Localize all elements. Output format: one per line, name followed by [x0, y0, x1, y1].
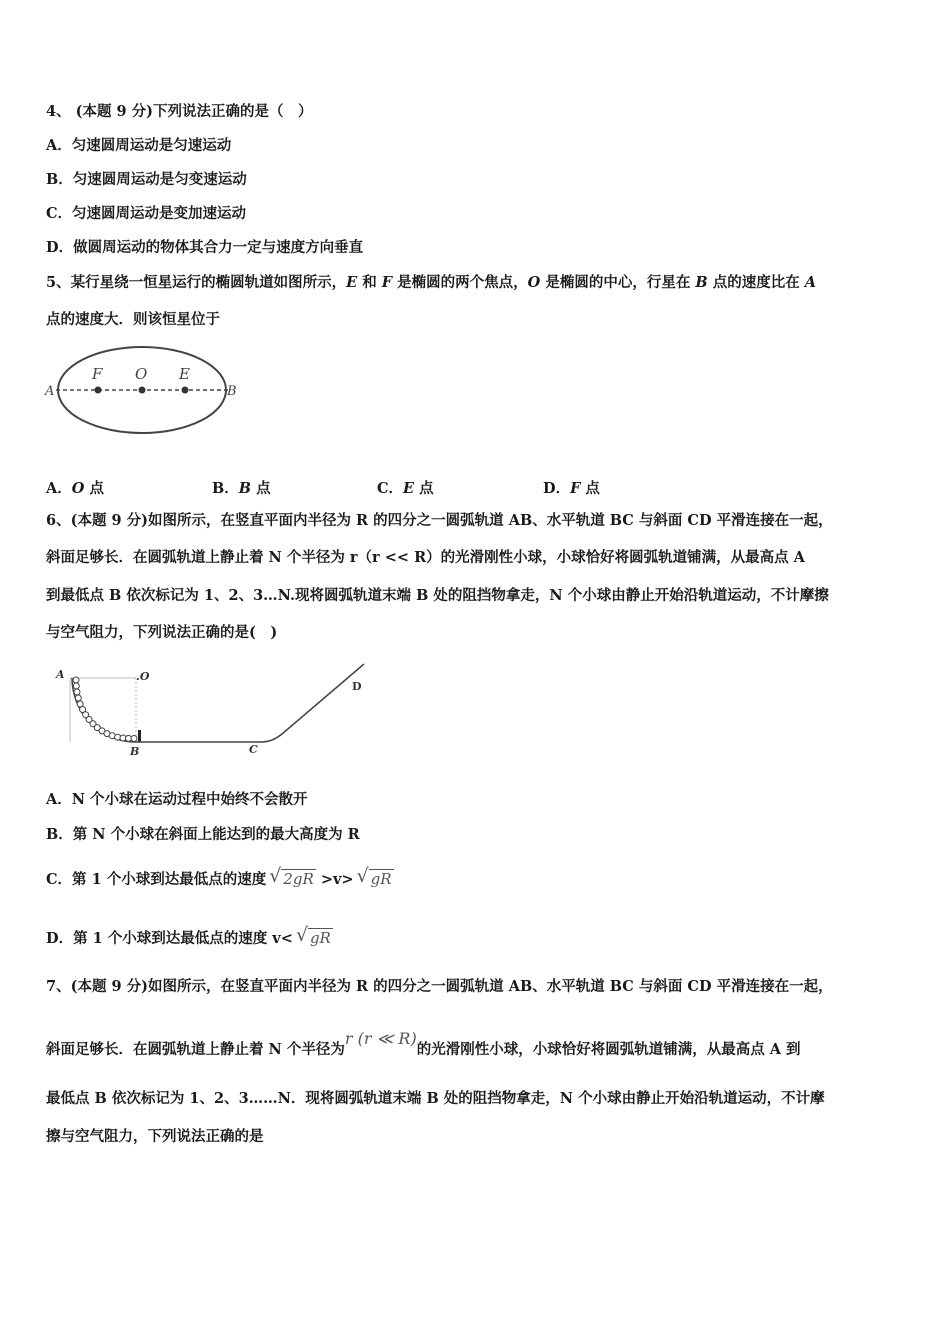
q6-option-d[interactable]: D．第 1 个小球到达最低点的速度 v< √ gR	[46, 928, 333, 949]
q7-stem-line3: 最低点 B 依次标记为 1、2、3……N．现将圆弧轨道末端 B 处的阻挡物拿走，N 个小球由静止开始沿轨道运动，不计摩	[46, 1090, 825, 1107]
sqrt-gR: √ gR	[359, 869, 394, 889]
center-o-dot	[139, 387, 146, 394]
balls	[73, 677, 137, 742]
q5-option-c[interactable]: C．E 点	[377, 480, 434, 497]
q6-option-b[interactable]: B．第 N 个小球在斜面上能达到的最大高度为 R	[46, 826, 360, 843]
label-a: A	[56, 668, 65, 681]
q4-option-d[interactable]: D．做圆周运动的物体其合力一定与速度方向垂直	[46, 239, 364, 256]
q4-option-a[interactable]: A．匀速圆周运动是匀速运动	[46, 137, 232, 154]
q6-option-a[interactable]: A．N 个小球在运动过程中始终不会散开	[46, 791, 308, 808]
label-b: B	[130, 745, 140, 758]
label-d: D	[352, 680, 362, 693]
q6-option-c[interactable]: C．第 1 个小球到达最低点的速度 √ 2gR >v> √ gR	[46, 869, 394, 890]
q5-stem-line1: 5、某行星绕一恒星运行的椭圆轨道如图所示，E 和 F 是椭圆的两个焦点，O 是椭圆的中心，行星在 B 点的速度比在 A	[46, 274, 817, 291]
q6-stem-line2: 斜面足够长．在圆弧轨道上静止着 N 个半径为 r（r << R）的光滑刚性小球，小球恰好将圆弧轨道铺满，从最高点 A	[46, 549, 805, 566]
q7-stem-line1: 7、(本题 9 分)如图所示，在竖直平面内半径为 R 的四分之一圆弧轨道 AB、水平轨道 BC 与斜面 CD 平滑连接在一起，	[46, 978, 833, 995]
q7-stem-line2: 斜面足够长．在圆弧轨道上静止着 N 个半径为r (r ≪ R)的光滑刚性小球，小球恰好将圆弧轨道铺满，从最高点 A 到	[46, 1029, 801, 1058]
q7-stem-line4: 擦与空气阻力，下列说法正确的是	[46, 1128, 264, 1145]
q7-math-r: r (r ≪ R)	[344, 1029, 417, 1048]
focus-e-dot	[182, 387, 189, 394]
label-o: O	[135, 365, 148, 383]
q5-stem-line2: 点的速度大．则该恒星位于	[46, 311, 220, 328]
label-b: B	[227, 384, 237, 399]
sqrt-2gR: √ 2gR	[271, 869, 315, 889]
q5-option-d[interactable]: D．F 点	[543, 480, 600, 497]
label-e: E	[179, 365, 190, 383]
q6-stem-line1: 6、(本题 9 分)如图所示，在竖直平面内半径为 R 的四分之一圆弧轨道 AB、水平轨道 BC 与斜面 CD 平滑连接在一起，	[46, 512, 833, 529]
sqrt-gR-d: √ gR	[298, 928, 333, 948]
ellipse-orbit-figure	[40, 340, 245, 445]
q4-option-b[interactable]: B．匀速圆周运动是匀变速运动	[46, 171, 247, 188]
q4-stem: 4、 (本题 9 分)下列说法正确的是（ ）	[46, 103, 313, 120]
label-c: C	[249, 743, 258, 756]
q5-option-a[interactable]: A．O 点	[46, 480, 104, 497]
label-a: A	[45, 384, 55, 399]
q6-stem-line4: 与空气阻力，下列说法正确的是( )	[46, 624, 278, 641]
label-o: .O	[136, 670, 150, 683]
q4-option-c[interactable]: C．匀速圆周运动是变加速运动	[46, 205, 247, 222]
focus-f-dot	[95, 387, 102, 394]
q5-option-b[interactable]: B．B 点	[212, 480, 271, 497]
q6-stem-line3: 到最低点 B 依次标记为 1、2、3…N.现将圆弧轨道末端 B 处的阻挡物拿走，N 个小球由静止开始沿轨道运动，不计摩擦	[46, 587, 829, 604]
label-f: F	[92, 365, 103, 383]
stopper	[138, 730, 141, 742]
incline-track	[262, 664, 364, 742]
track-figure	[52, 658, 372, 758]
